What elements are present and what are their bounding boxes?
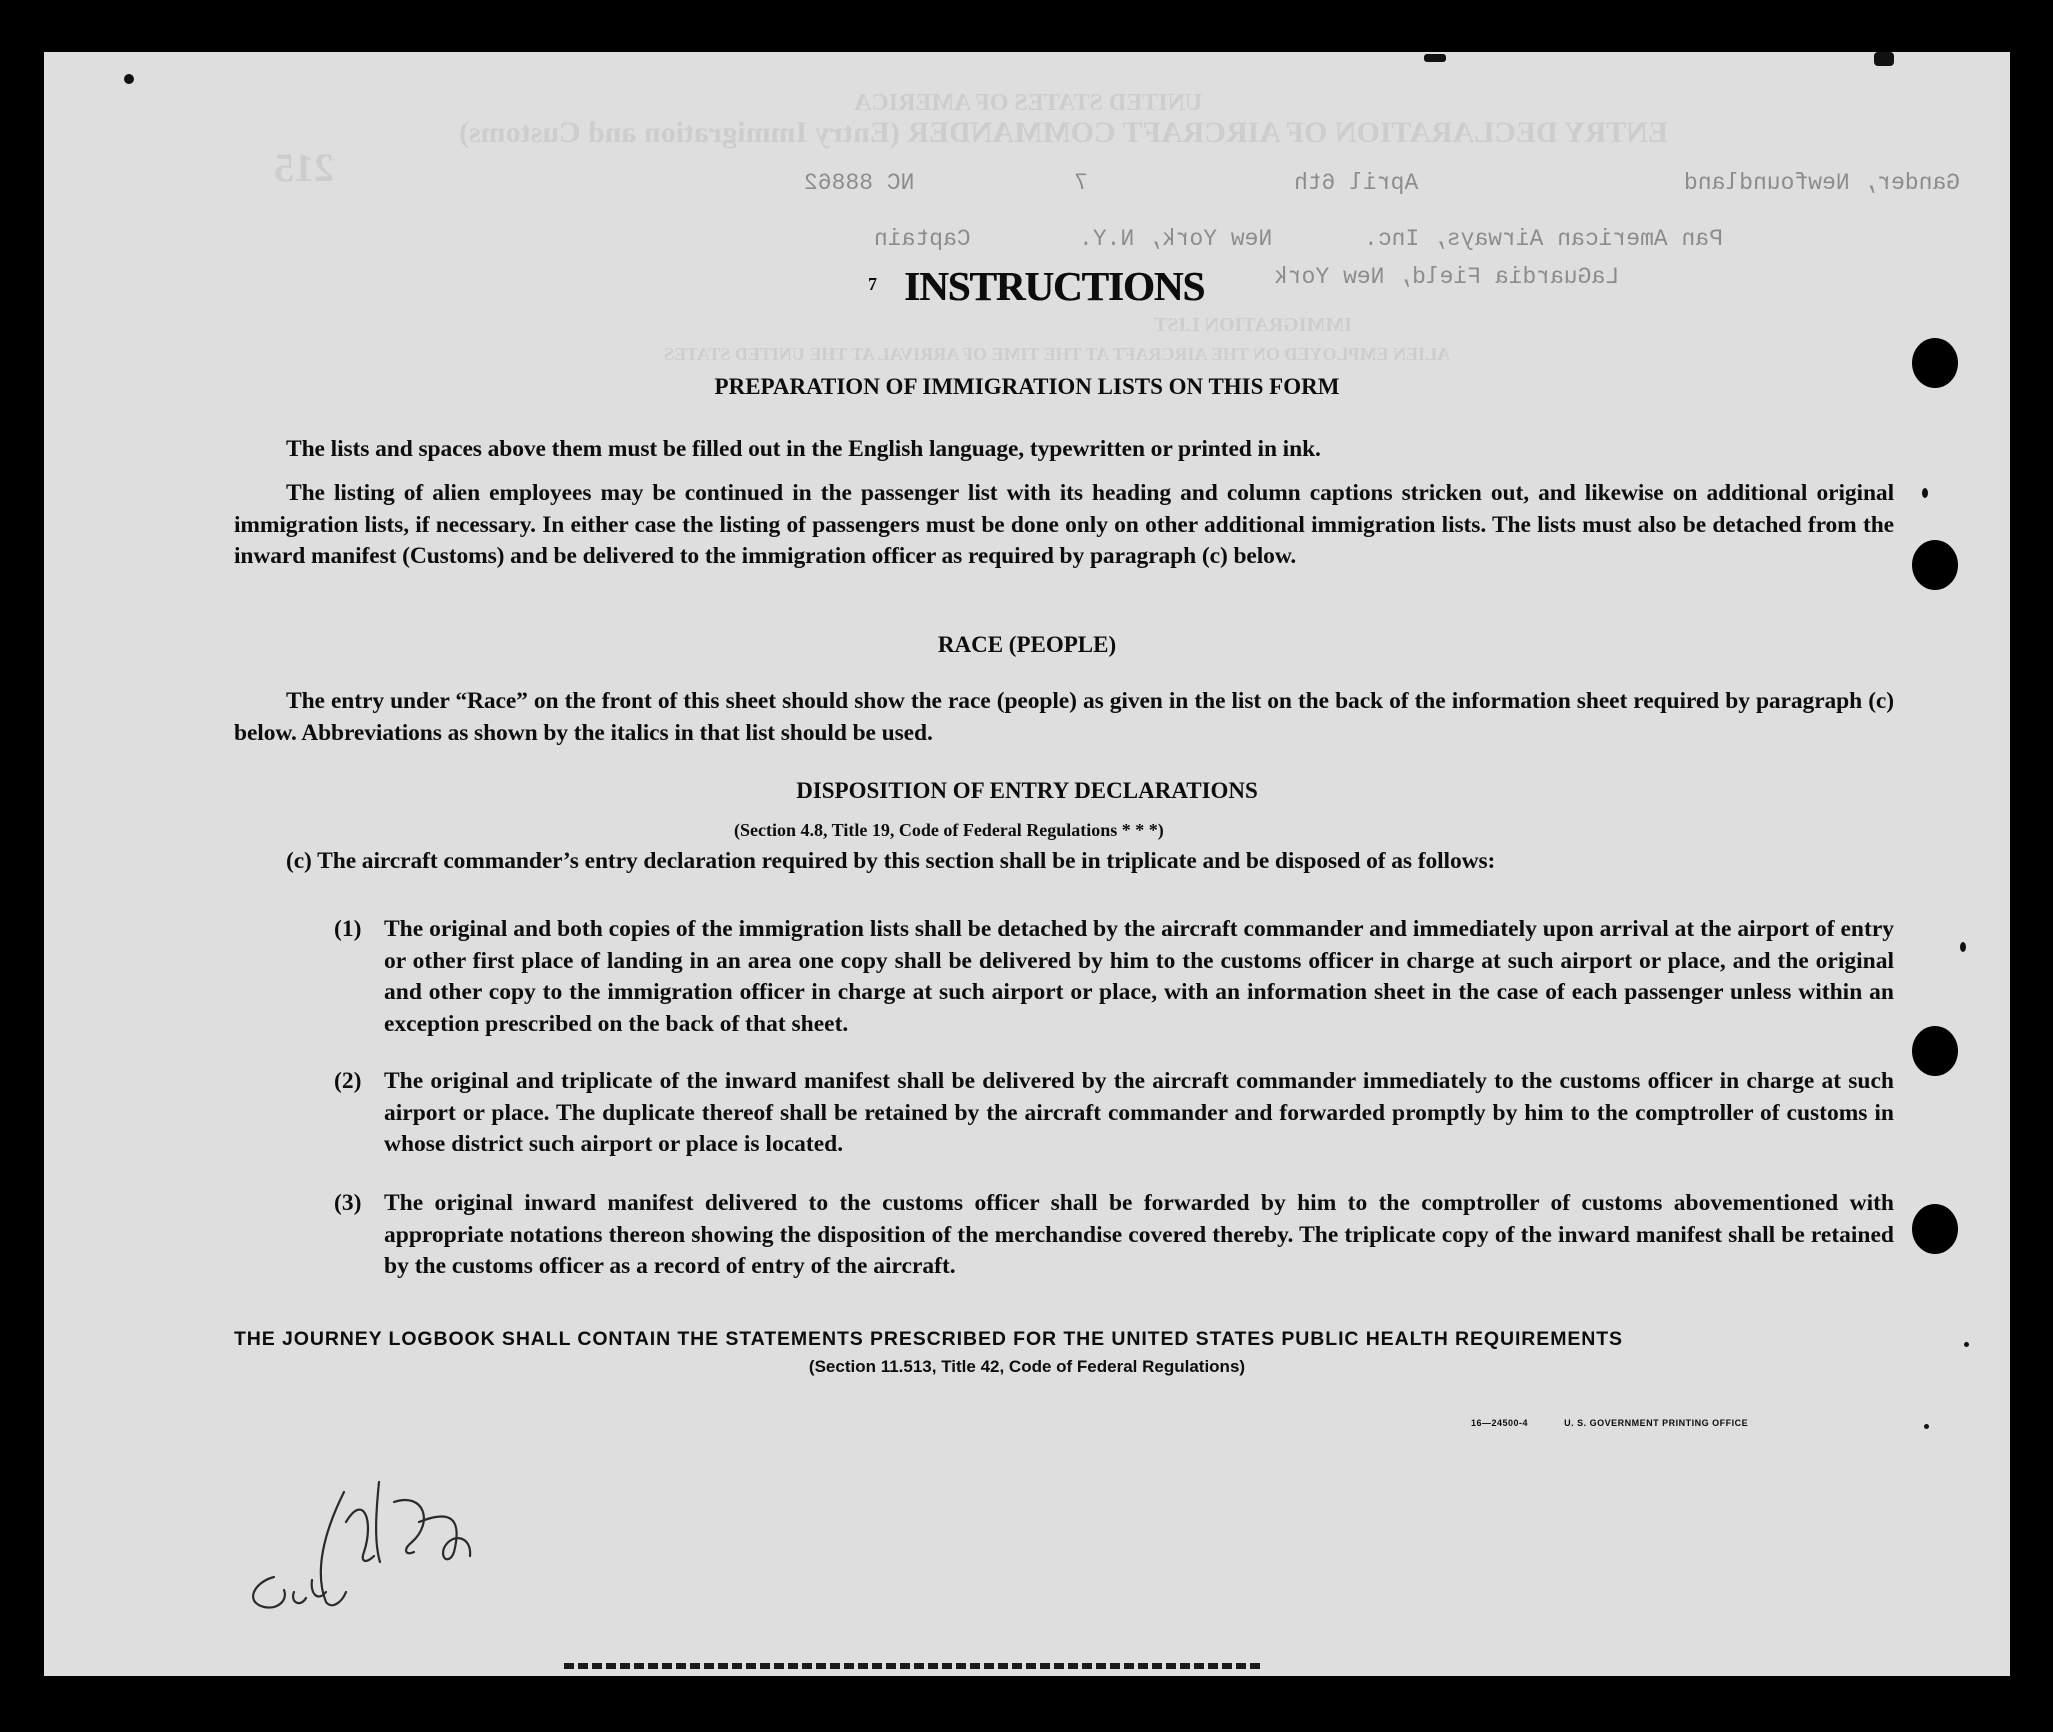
edge-dashes: [564, 1663, 1264, 1669]
speck: [1424, 54, 1446, 62]
bleed-through-line-1: UNITED STATES OF AMERICA: [854, 90, 1203, 116]
intro-text: The aircraft commander’s entry declaration required by this section shall be in triplicate and be disposed of as follows:: [317, 848, 1496, 874]
page-title: INSTRUCTIONS: [904, 263, 1205, 309]
footer-statement: THE JOURNEY LOGBOOK SHALL CONTAIN THE STATEMENTS PRESCRIBED FOR THE UNITED STATES PUBLIC HEALTH REQUIREMENTS: [234, 1328, 1623, 1350]
paragraph-disposition-intro: [286, 846, 1896, 878]
bleed-through-place: Gander, Newfoundland: [1684, 170, 1961, 196]
bleed-through-airport: LaGuardia Field, New York: [1274, 264, 1620, 290]
punch-hole: [1912, 1204, 1958, 1254]
bleed-through-line-2: ENTRY DECLARATION OF AIRCRAFT COMMANDER (Entry Immigration and Customs): [459, 116, 1668, 149]
list-item: [334, 1066, 1894, 1161]
bleed-through-registration: NC 88862: [804, 170, 915, 196]
bleed-through-number: 7: [1074, 170, 1088, 196]
speck: [1922, 488, 1928, 498]
heading-immigration-lists: PREPARATION OF IMMIGRATION LISTS ON THIS FORM: [714, 374, 1340, 399]
form-number: 16—24500-4: [1471, 1418, 1529, 1428]
punch-hole: [1912, 1026, 1958, 1076]
bleed-through-list-subtitle: ALIEN EMPLOYED ON THE AIRCRAFT AT THE TIME OF ARRIVAL AT THE UNITED STATES: [664, 344, 1451, 364]
citation-disposition: (Section 4.8, Title 19, Code of Federal Regulations * * *): [734, 820, 1164, 840]
speck: [1874, 52, 1894, 66]
speck: [1960, 942, 1966, 952]
speck: [1924, 1424, 1929, 1429]
item-text: The original and triplicate of the inward manifest shall be delivered by the aircraft commander immediately to the customs officer in charge at such airport or place. The duplicate thereof shall be retained by the aircraft commander and forwarded promptly by him to the comptroller of customs in whose district such airport or place is located.: [384, 1068, 1894, 1157]
paragraph-immigration-1: The lists and spaces above them must be filled out in the English language, typewritten or printed in ink.: [286, 436, 1321, 462]
heading-race: RACE (PEOPLE): [937, 632, 1117, 657]
paragraph-race: The entry under “Race” on the front of this sheet should show the race (people) as given in the list on the back of the information sheet required by paragraph (c) below. Abbreviations as shown by the italics in that list should be used.: [234, 688, 1894, 746]
intro-label: (c): [286, 848, 312, 874]
printer-line: [1471, 1418, 1748, 1428]
item-number: (3): [334, 1190, 362, 1216]
printer-name: U. S. GOVERNMENT PRINTING OFFICE: [1564, 1418, 1749, 1428]
list-item: [334, 914, 1894, 1040]
item-text: The original and both copies of the immigration lists shall be detached by the aircraft commander and immediately upon arrival at the airport of entry or other first place of landing in an area one copy shall be delivered by him to the customs officer in charge at such airport or place, and the original and other copy to the immigration officer in charge at such airport or place, with an information sheet in the case of each passenger unless within an exception prescribed on the back of that sheet.: [384, 916, 1894, 1037]
bleed-through-role: Captain: [874, 226, 971, 252]
bleed-through-city: New York, N.Y.: [1079, 226, 1273, 252]
item-text: The original inward manifest delivered to the customs officer shall be forwarded by him to the comptroller of customs abovementioned with appropriate notations thereon showing the disposition of the merchandise covered thereby. The triplicate copy of the inward manifest shall be retained by the customs officer as a record of entry of the aircraft.: [384, 1190, 1894, 1279]
item-number: (2): [334, 1068, 362, 1094]
heading-disposition: DISPOSITION OF ENTRY DECLARATIONS: [796, 778, 1258, 803]
handwritten-signature: [214, 1452, 514, 1622]
document-page: [44, 52, 2010, 1676]
speck: [1964, 1342, 1969, 1347]
bleed-through-page-mark: 215: [274, 145, 334, 190]
bleed-through-date: April 6th: [1294, 170, 1419, 196]
bleed-through-list-title: IMMIGRATION LIST: [1154, 314, 1352, 336]
title-mark: 7: [868, 274, 877, 294]
footer-citation: (Section 11.513, Title 42, Code of Federal Regulations): [808, 1357, 1246, 1376]
list-item: [334, 1188, 1894, 1283]
item-number: (1): [334, 916, 362, 942]
punch-hole: [1912, 540, 1958, 590]
paragraph-immigration-2: The listing of alien employees may be continued in the passenger list with its heading and column captions stricken out, and likewise on additional original immigration lists, if necessary. In either case the listing of passengers must be done only on other additional immigration lists. The lists must also be detached from the inward manifest (Customs) and be delivered to the immigration officer as required by paragraph (c) below.: [234, 480, 1894, 569]
bleed-through-owner: Pan American Airways, Inc.: [1364, 226, 1723, 252]
speck: [124, 74, 134, 84]
